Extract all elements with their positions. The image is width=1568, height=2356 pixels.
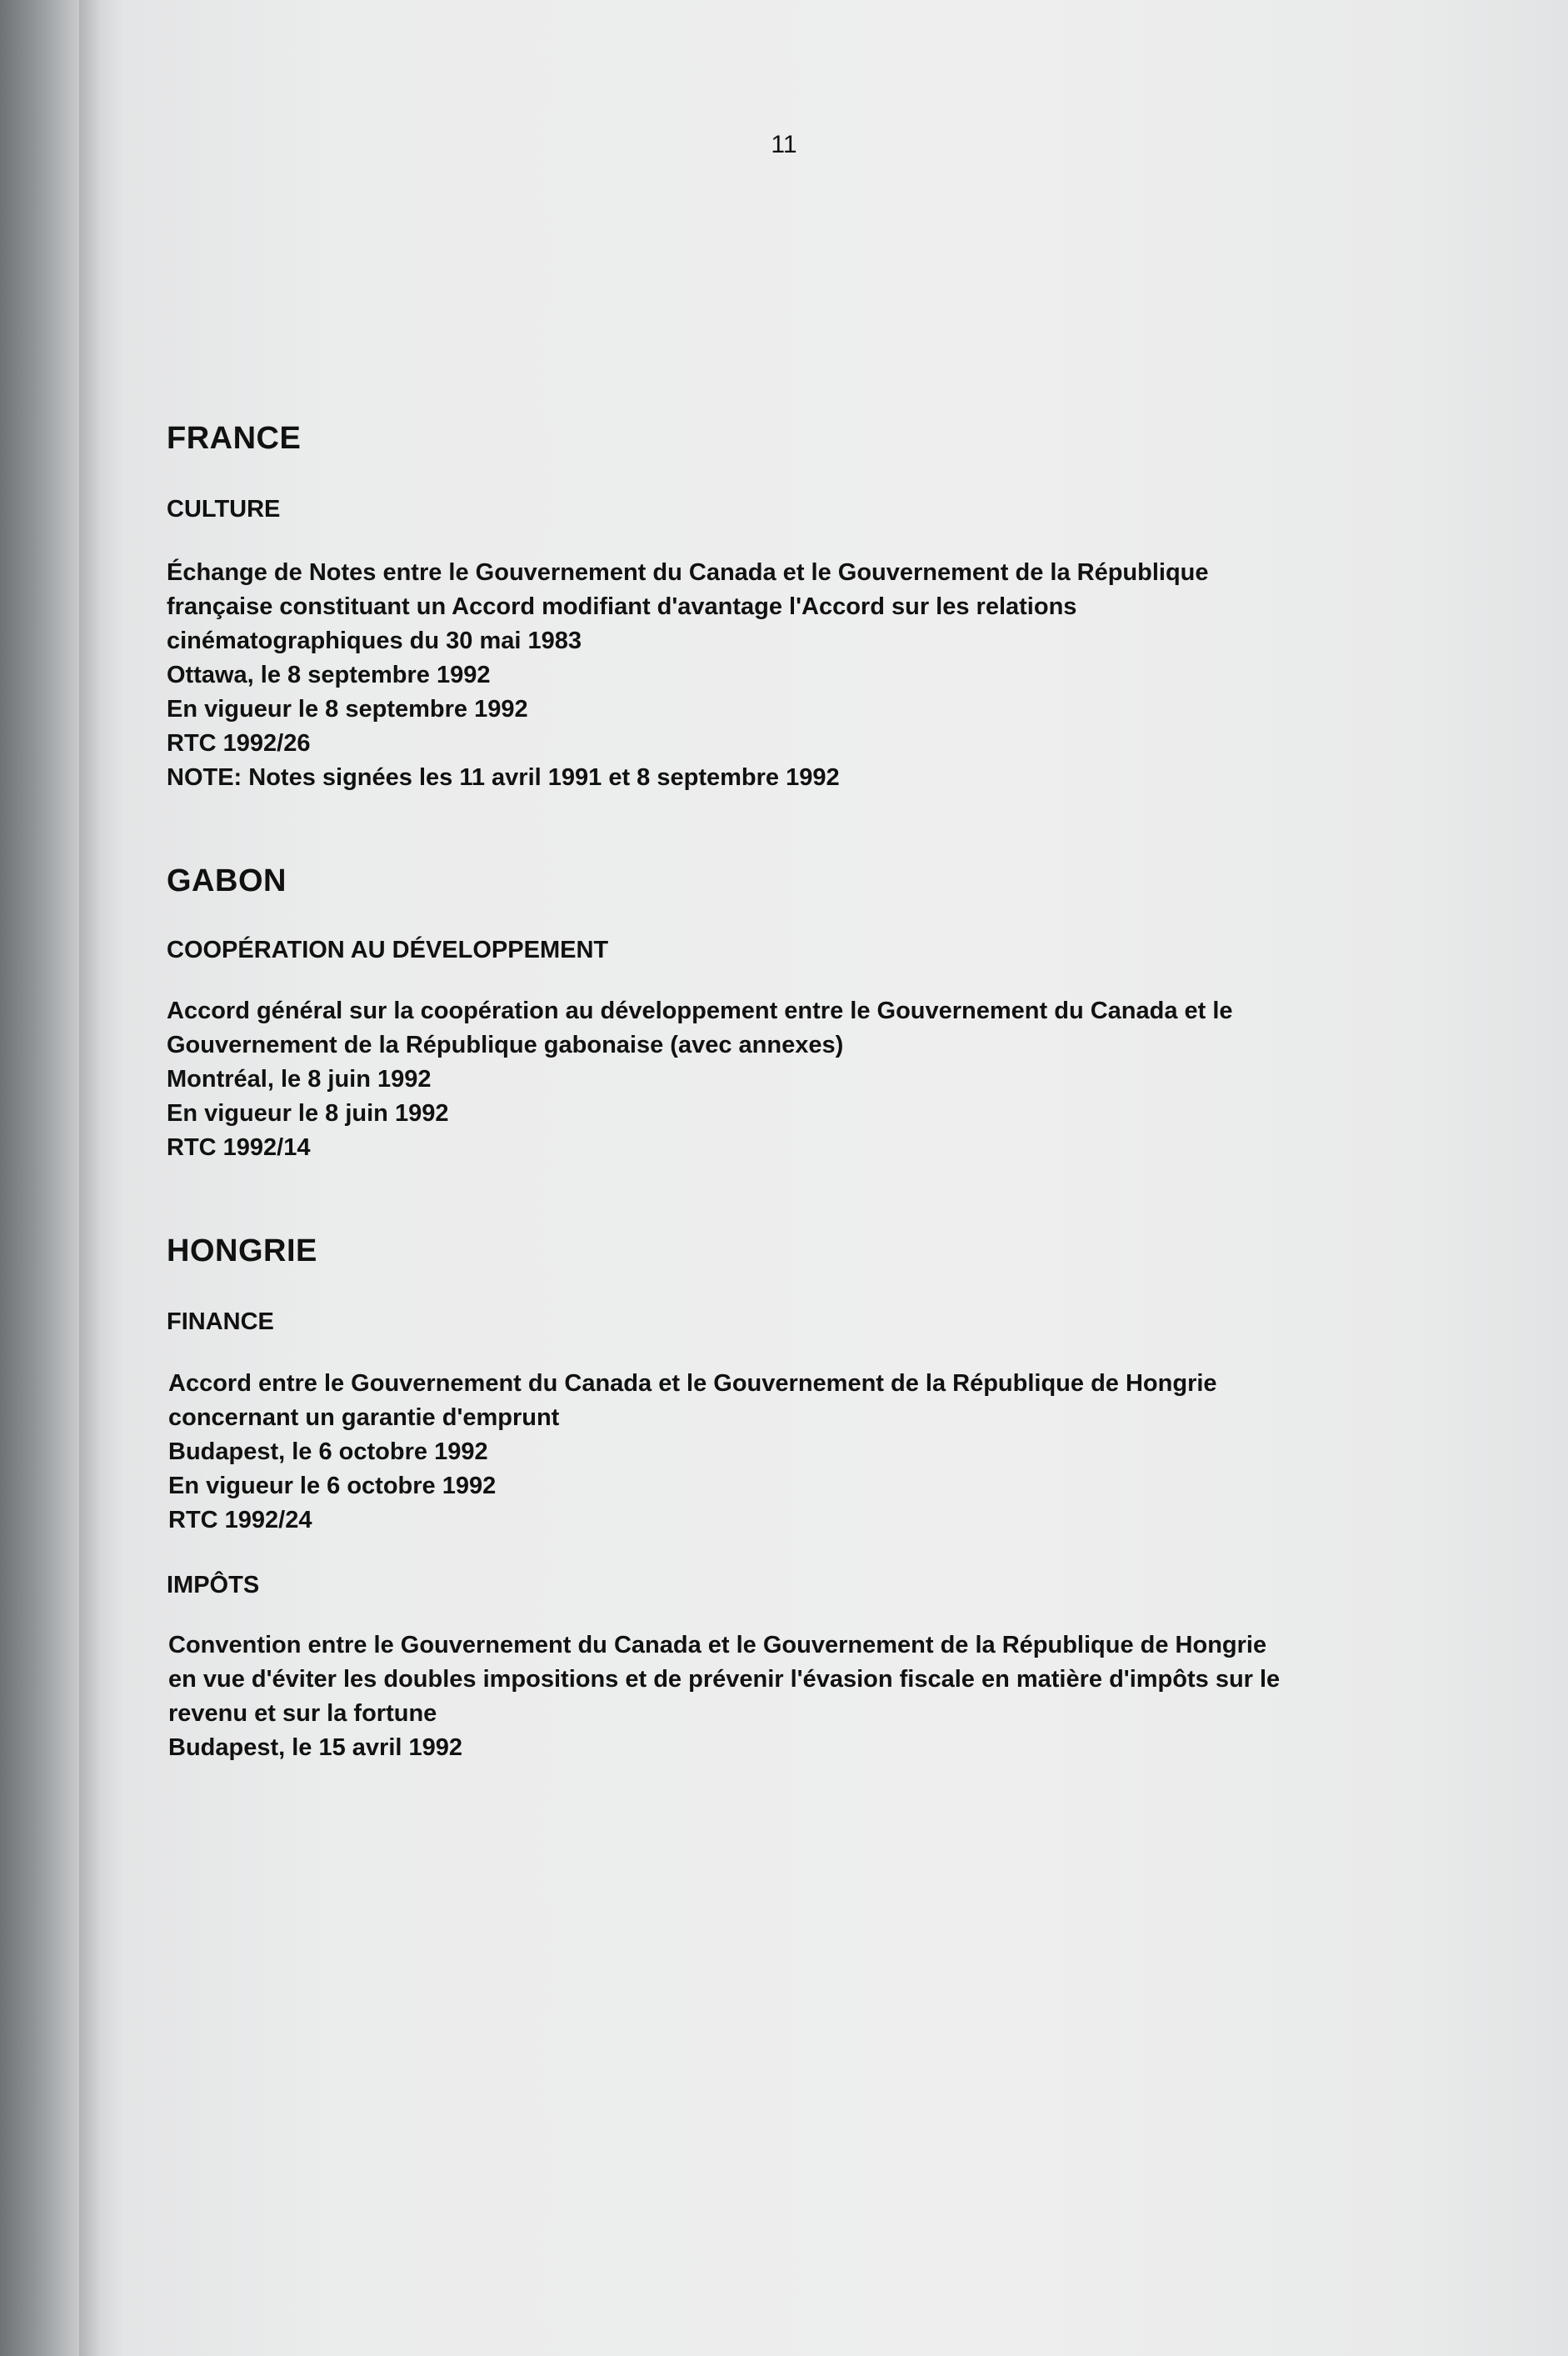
entry-signed: Budapest, le 6 octobre 1992 [168, 1438, 488, 1465]
treaty-entry [167, 556, 1209, 795]
entry-in-force: En vigueur le 6 octobre 1992 [168, 1473, 497, 1499]
entry-title-line: Gouvernement de la République gabonaise (avec annexes) [167, 1032, 844, 1058]
entry-title-line: cinématographiques du 30 mai 1983 [167, 628, 582, 654]
entry-note: NOTE: Notes signées les 11 avril 1991 et 8 septembre 1992 [167, 764, 840, 791]
entry-rtc: RTC 1992/26 [167, 730, 311, 757]
country-heading: GABON [167, 863, 287, 898]
entry-signed: Montréal, le 8 juin 1992 [167, 1066, 432, 1093]
entry-in-force: En vigueur le 8 septembre 1992 [167, 696, 528, 723]
category-heading: COOPÉRATION AU DÉVELOPPEMENT [167, 937, 609, 963]
country-heading: HONGRIE [167, 1233, 317, 1268]
entry-title-line: Accord général sur la coopération au développement entre le Gouvernement du Canada et le [167, 998, 1233, 1024]
treaty-entry [168, 1367, 1217, 1538]
entry-signed: Ottawa, le 8 septembre 1992 [167, 662, 491, 688]
category-heading: IMPÔTS [167, 1572, 260, 1598]
entry-title-line: concernant un garantie d'emprunt [168, 1404, 560, 1431]
category-heading: FINANCE [167, 1308, 274, 1335]
entry-in-force: En vigueur le 8 juin 1992 [167, 1100, 449, 1127]
treaty-entry [168, 1628, 1280, 1765]
entry-rtc: RTC 1992/24 [168, 1507, 312, 1533]
page-number: 11 [771, 131, 797, 158]
entry-title-line: Accord entre le Gouvernement du Canada et le Gouvernement de la République de Hongrie [168, 1370, 1217, 1397]
entry-title-line: Échange de Notes entre le Gouvernement du Canada et le Gouvernement de la République [167, 559, 1209, 586]
treaty-entry [167, 994, 1233, 1165]
entry-title-line: revenu et sur la fortune [168, 1700, 437, 1727]
entry-title-line: française constituant un Accord modifiant d'avantage l'Accord sur les relations [167, 593, 1077, 620]
country-heading: FRANCE [167, 421, 302, 456]
entry-title-line: Convention entre le Gouvernement du Canada et le Gouvernement de la République de Hongrie [168, 1632, 1267, 1658]
entry-signed: Budapest, le 15 avril 1992 [168, 1734, 463, 1761]
entry-title-line: en vue d'éviter les doubles impositions et de prévenir l'évasion fiscale en matière d'impôts sur le [168, 1666, 1281, 1693]
binding-shadow [79, 0, 101, 2356]
entry-rtc: RTC 1992/14 [167, 1134, 311, 1161]
category-heading: CULTURE [167, 496, 281, 523]
